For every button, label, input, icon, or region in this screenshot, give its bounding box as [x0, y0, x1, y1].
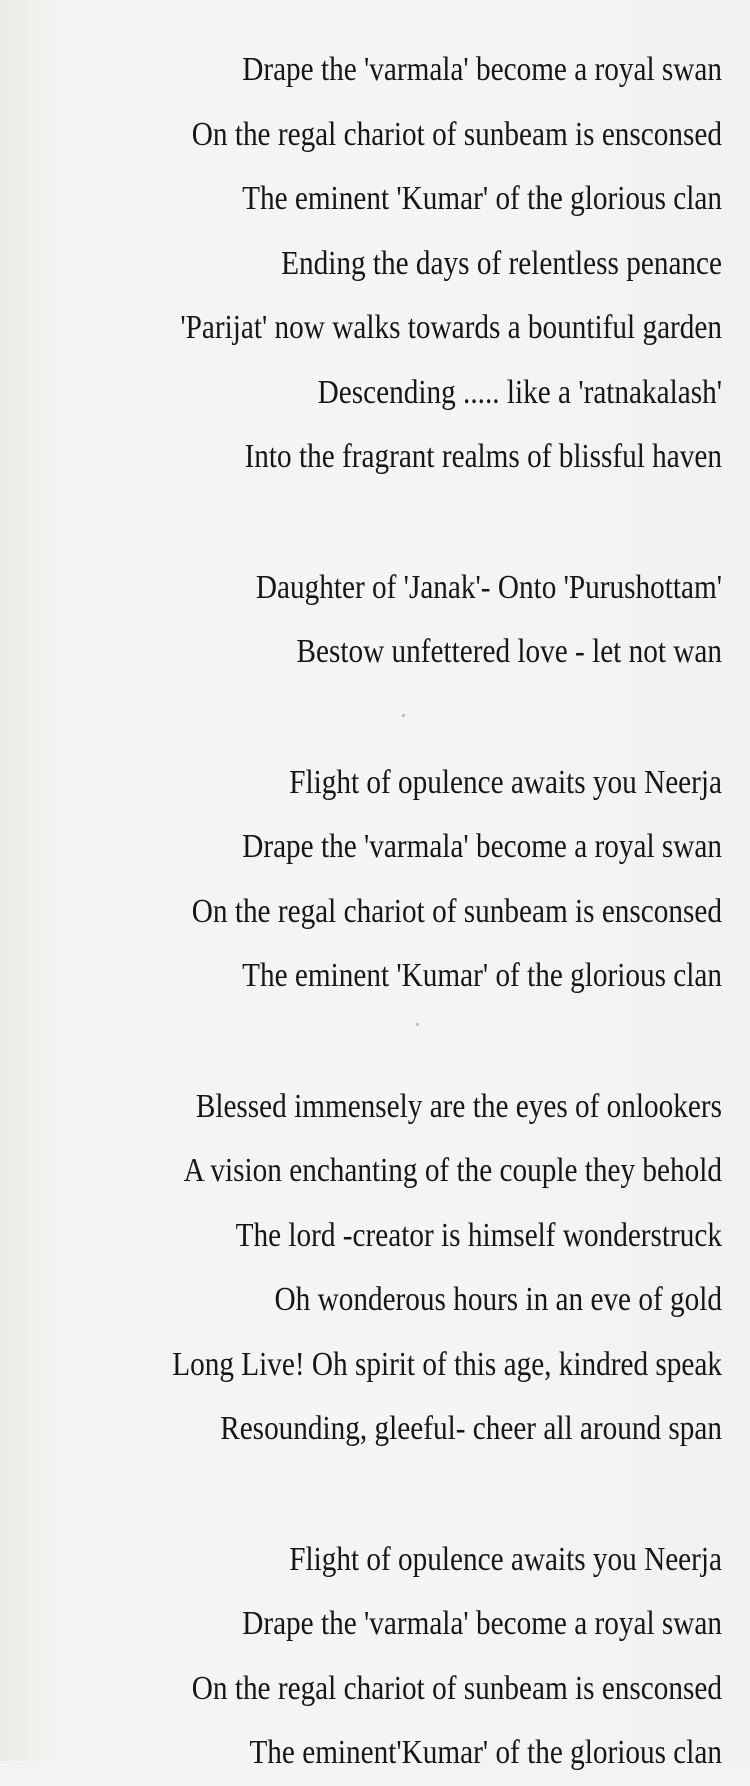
poem-line: Flight of opulence awaits you Neerja	[289, 1540, 722, 1578]
poem-line: Blessed immensely are the eyes of onlookers	[195, 1087, 722, 1125]
stanza-4	[120, 1075, 722, 1462]
poem-line: Drape the 'varmala' become a royal swan	[242, 828, 723, 865]
poem-line: Drape the 'varmala' become a royal swan	[242, 1605, 723, 1642]
poem-line: Drape the 'varmala' become a royal swan	[242, 51, 723, 88]
poem-line: Descending ..... like a 'ratnakalash'	[317, 373, 722, 411]
poem-line: The eminent'Kumar' of the glorious clan	[249, 1734, 723, 1771]
poem-line: Into the fragrant realms of blissful haven	[244, 438, 723, 475]
poem-line: The lord -creator is himself wonderstruck	[235, 1216, 722, 1254]
poem-line: On the regal chariot of sunbeam is ensconsed	[191, 115, 723, 153]
poem-line: On the regal chariot of sunbeam is ensconsed	[191, 1669, 723, 1707]
poem-line: 'Parijat' now walks towards a bountiful garden	[180, 309, 722, 346]
poem-text	[120, 38, 722, 1786]
poem-line: Ending the days of relentless penance	[281, 244, 722, 282]
poem-line: A vision enchanting of the couple they behold	[183, 1152, 722, 1189]
poem-line: Resounding, gleeful- cheer all around span	[220, 1410, 722, 1447]
poem-line: The eminent 'Kumar' of the glorious clan	[242, 957, 723, 994]
poem-line: Long Live! Oh spirit of this age, kindred speak	[172, 1345, 722, 1383]
stanza-3	[120, 751, 722, 1009]
stanza-2	[120, 556, 722, 685]
poem-line: Daughter of 'Janak'- Onto 'Purushottam'	[255, 568, 723, 606]
poem-line: Oh wonderous hours in an eve of gold	[274, 1281, 722, 1318]
poem-line: Bestow unfettered love - let not wan	[296, 633, 722, 670]
stanza-5	[120, 1528, 722, 1786]
stanza-1	[120, 38, 722, 490]
poem-line: The eminent 'Kumar' of the glorious clan	[242, 180, 723, 217]
poem-line: On the regal chariot of sunbeam is ensconsed	[191, 892, 723, 930]
poem-line: Flight of opulence awaits you Neerja	[289, 763, 722, 801]
